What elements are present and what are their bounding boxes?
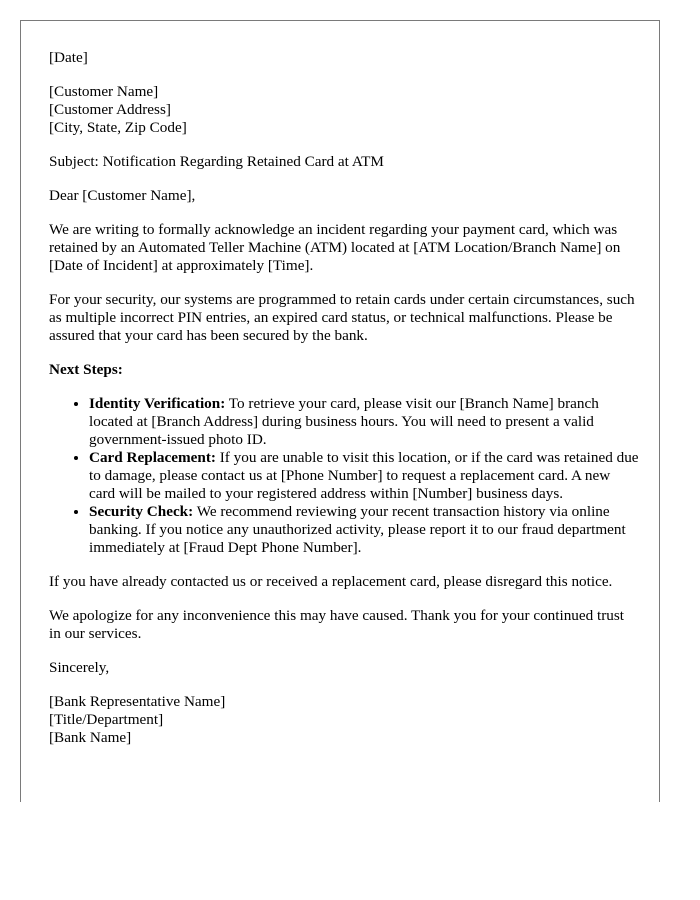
- next-steps-heading: Next Steps:: [49, 361, 123, 378]
- step-title-card-replacement: Card Replacement:: [89, 449, 216, 466]
- recipient-block: [49, 83, 639, 137]
- apology-paragraph: We apologize for any inconvenience this may have caused. Thank you for your continued trust in our services.: [49, 607, 625, 642]
- disregard-paragraph: If you have already contacted us or received a replacement card, please disregard this notice.: [49, 573, 613, 590]
- step-title-identity-verification: Identity Verification:: [89, 395, 226, 412]
- recipient-name: [Customer Name]: [49, 83, 159, 100]
- next-steps-list: [49, 395, 639, 557]
- recipient-address: [Customer Address]: [49, 101, 171, 118]
- signature-title: [Title/Department]: [49, 711, 164, 728]
- letter-greeting: Dear [Customer Name],: [49, 187, 196, 204]
- step-text-identity-verification: To retrieve your card, please visit our [Branch Name] branch located at [Branch Address] during business hours. You will need to present a valid government-issued photo ID.: [89, 395, 599, 448]
- signature-bank: [Bank Name]: [49, 729, 132, 746]
- letter-date: [Date]: [49, 49, 88, 66]
- letter-document: [20, 20, 660, 802]
- step-text-card-replacement: If you are unable to visit this location, or if the card was retained due to damage, please contact us at [Phone Number] to request a replacement card. A new card will be mailed to your registered address within [Number] business days.: [89, 449, 639, 502]
- intro-paragraph: We are writing to formally acknowledge an incident regarding your payment card, which was retained by an Automated Teller Machine (ATM) located at [ATM Location/Branch Name] on [Date of Incident] at approximately [Time].: [49, 221, 621, 274]
- letter-signoff: Sincerely,: [49, 659, 110, 676]
- list-item: [89, 395, 639, 449]
- list-item: [89, 449, 639, 503]
- step-text-security-check: We recommend reviewing your recent transaction history via online banking. If you notice any unauthorized activity, please report it to our fraud department immediately at [Fraud Dept Phone Number].: [89, 503, 626, 556]
- step-title-security-check: Security Check:: [89, 503, 194, 520]
- recipient-city-line: [City, State, Zip Code]: [49, 119, 187, 136]
- signature-block: [49, 693, 639, 747]
- signature-name: [Bank Representative Name]: [49, 693, 226, 710]
- list-item: [89, 503, 639, 557]
- security-paragraph: For your security, our systems are programmed to retain cards under certain circumstances, such as multiple incorrect PIN entries, an expired card status, or technical malfunctions. Please be assured that your card has been secured by the bank.: [49, 291, 635, 344]
- letter-subject: Subject: Notification Regarding Retained Card at ATM: [49, 153, 384, 170]
